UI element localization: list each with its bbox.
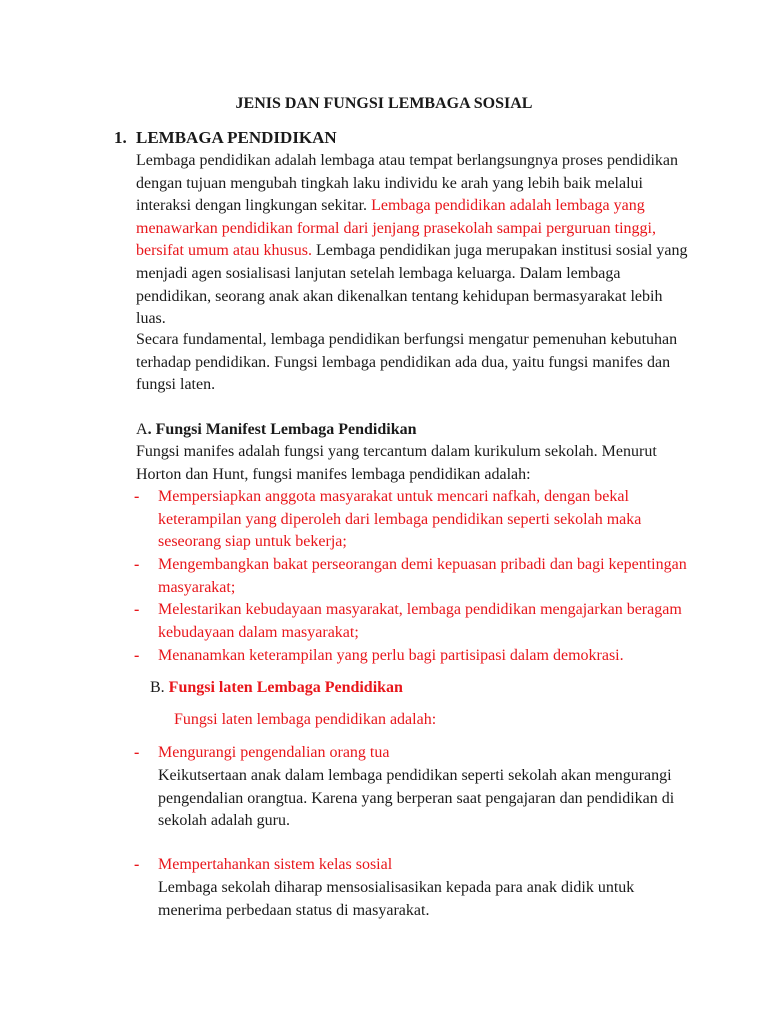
section-heading: LEMBAGA PENDIDIKAN (136, 128, 337, 147)
subsection-b-heading (150, 677, 710, 700)
subsection-title: . Fungsi Manifest Lembaga Pendidikan (147, 421, 417, 438)
latent-item-title: Mengurangi pengendalian orang tua (158, 744, 390, 761)
paragraph-text: Lembaga pendidikan adalah lembaga atau tempat berlangsungnya proses pendidikan dengan tujuan mengubah tingkah laku individu ke arah yang lebih baik melalui interaksi dengan lingkungan sekitar. (136, 152, 679, 215)
subsection-letter: A (136, 421, 148, 438)
latent-item-body: Lembaga sekolah diharap mensosialisasikan kepada para anak didik untuk menerima perbedaan status di masyarakat. (158, 879, 635, 919)
subsection-b-intro: Fungsi laten lembaga pendidikan adalah: (174, 711, 437, 728)
highlighted-definition: Lembaga pendidikan adalah lembaga yang menawarkan pendidikan formal dari jenjang prasekolah sampai perguruan tinggi, bersifat umum atau khusus. (136, 197, 656, 260)
subsection-a-intro: Fungsi manifes adalah fungsi yang tercantum dalam kurikulum sekolah. Menurut Horton dan Hunt, fungsi manifes lembaga pendidikan adalah: (136, 443, 657, 483)
latent-item-title: Mempertahankan sistem kelas sosial (158, 856, 393, 873)
list-item: Melestarikan kebudayaan masyarakat, lembaga pendidikan mengajarkan beragam kebudayaan dalam masyarakat; (158, 601, 682, 641)
subsection-letter: B. (150, 679, 165, 696)
section-number: 1. (114, 128, 127, 147)
paragraph-text: Lembaga pendidikan juga merupakan institusi sosial yang menjadi agen sosialisasi lanjutan setelah lembaga keluarga. Dalam lembaga pendidikan, seorang anak akan dikenalkan tentang kehidupan bermasyarakat lebih luas. (136, 242, 688, 328)
bullet-dash: - (134, 744, 140, 761)
subsection-title: Fungsi laten Lembaga Pendidikan (168, 679, 403, 696)
bullet-dash: - (134, 647, 140, 664)
section-paragraph-2: Secara fundamental, lembaga pendidikan berfungsi mengatur pemenuhan kebutuhan terhadap pendidikan. Fungsi lembaga pendidikan ada dua, yaitu fungsi manifes dan fungsi laten. (136, 331, 678, 394)
section-paragraph-1 (136, 150, 696, 331)
page-title: JENIS DAN FUNGSI LEMBAGA SOSIAL (235, 95, 533, 112)
list-item: Menanamkan keterampilan yang perlu bagi partisipasi dalam demokrasi. (158, 647, 624, 664)
latent-item-body: Keikutsertaan anak dalam lembaga pendidikan seperti sekolah akan mengurangi pengendalian orangtua. Karena yang berperan saat pengajaran dan pendidikan di sekolah adalah guru. (158, 767, 675, 830)
bullet-dash: - (134, 856, 140, 873)
list-item: Mengembangkan bakat perseorangan demi kepuasan pribadi dan bagi kepentingan masyarakat; (158, 556, 687, 596)
subsection-a-heading (136, 419, 696, 442)
bullet-dash: - (134, 488, 140, 505)
bullet-dash: - (134, 556, 140, 573)
list-item: Mempersiapkan anggota masyarakat untuk mencari nafkah, dengan bekal keterampilan yang diperoleh dari lembaga pendidikan seperti sekolah maka seseorang siap untuk bekerja; (158, 488, 642, 551)
bullet-dash: - (134, 601, 140, 618)
